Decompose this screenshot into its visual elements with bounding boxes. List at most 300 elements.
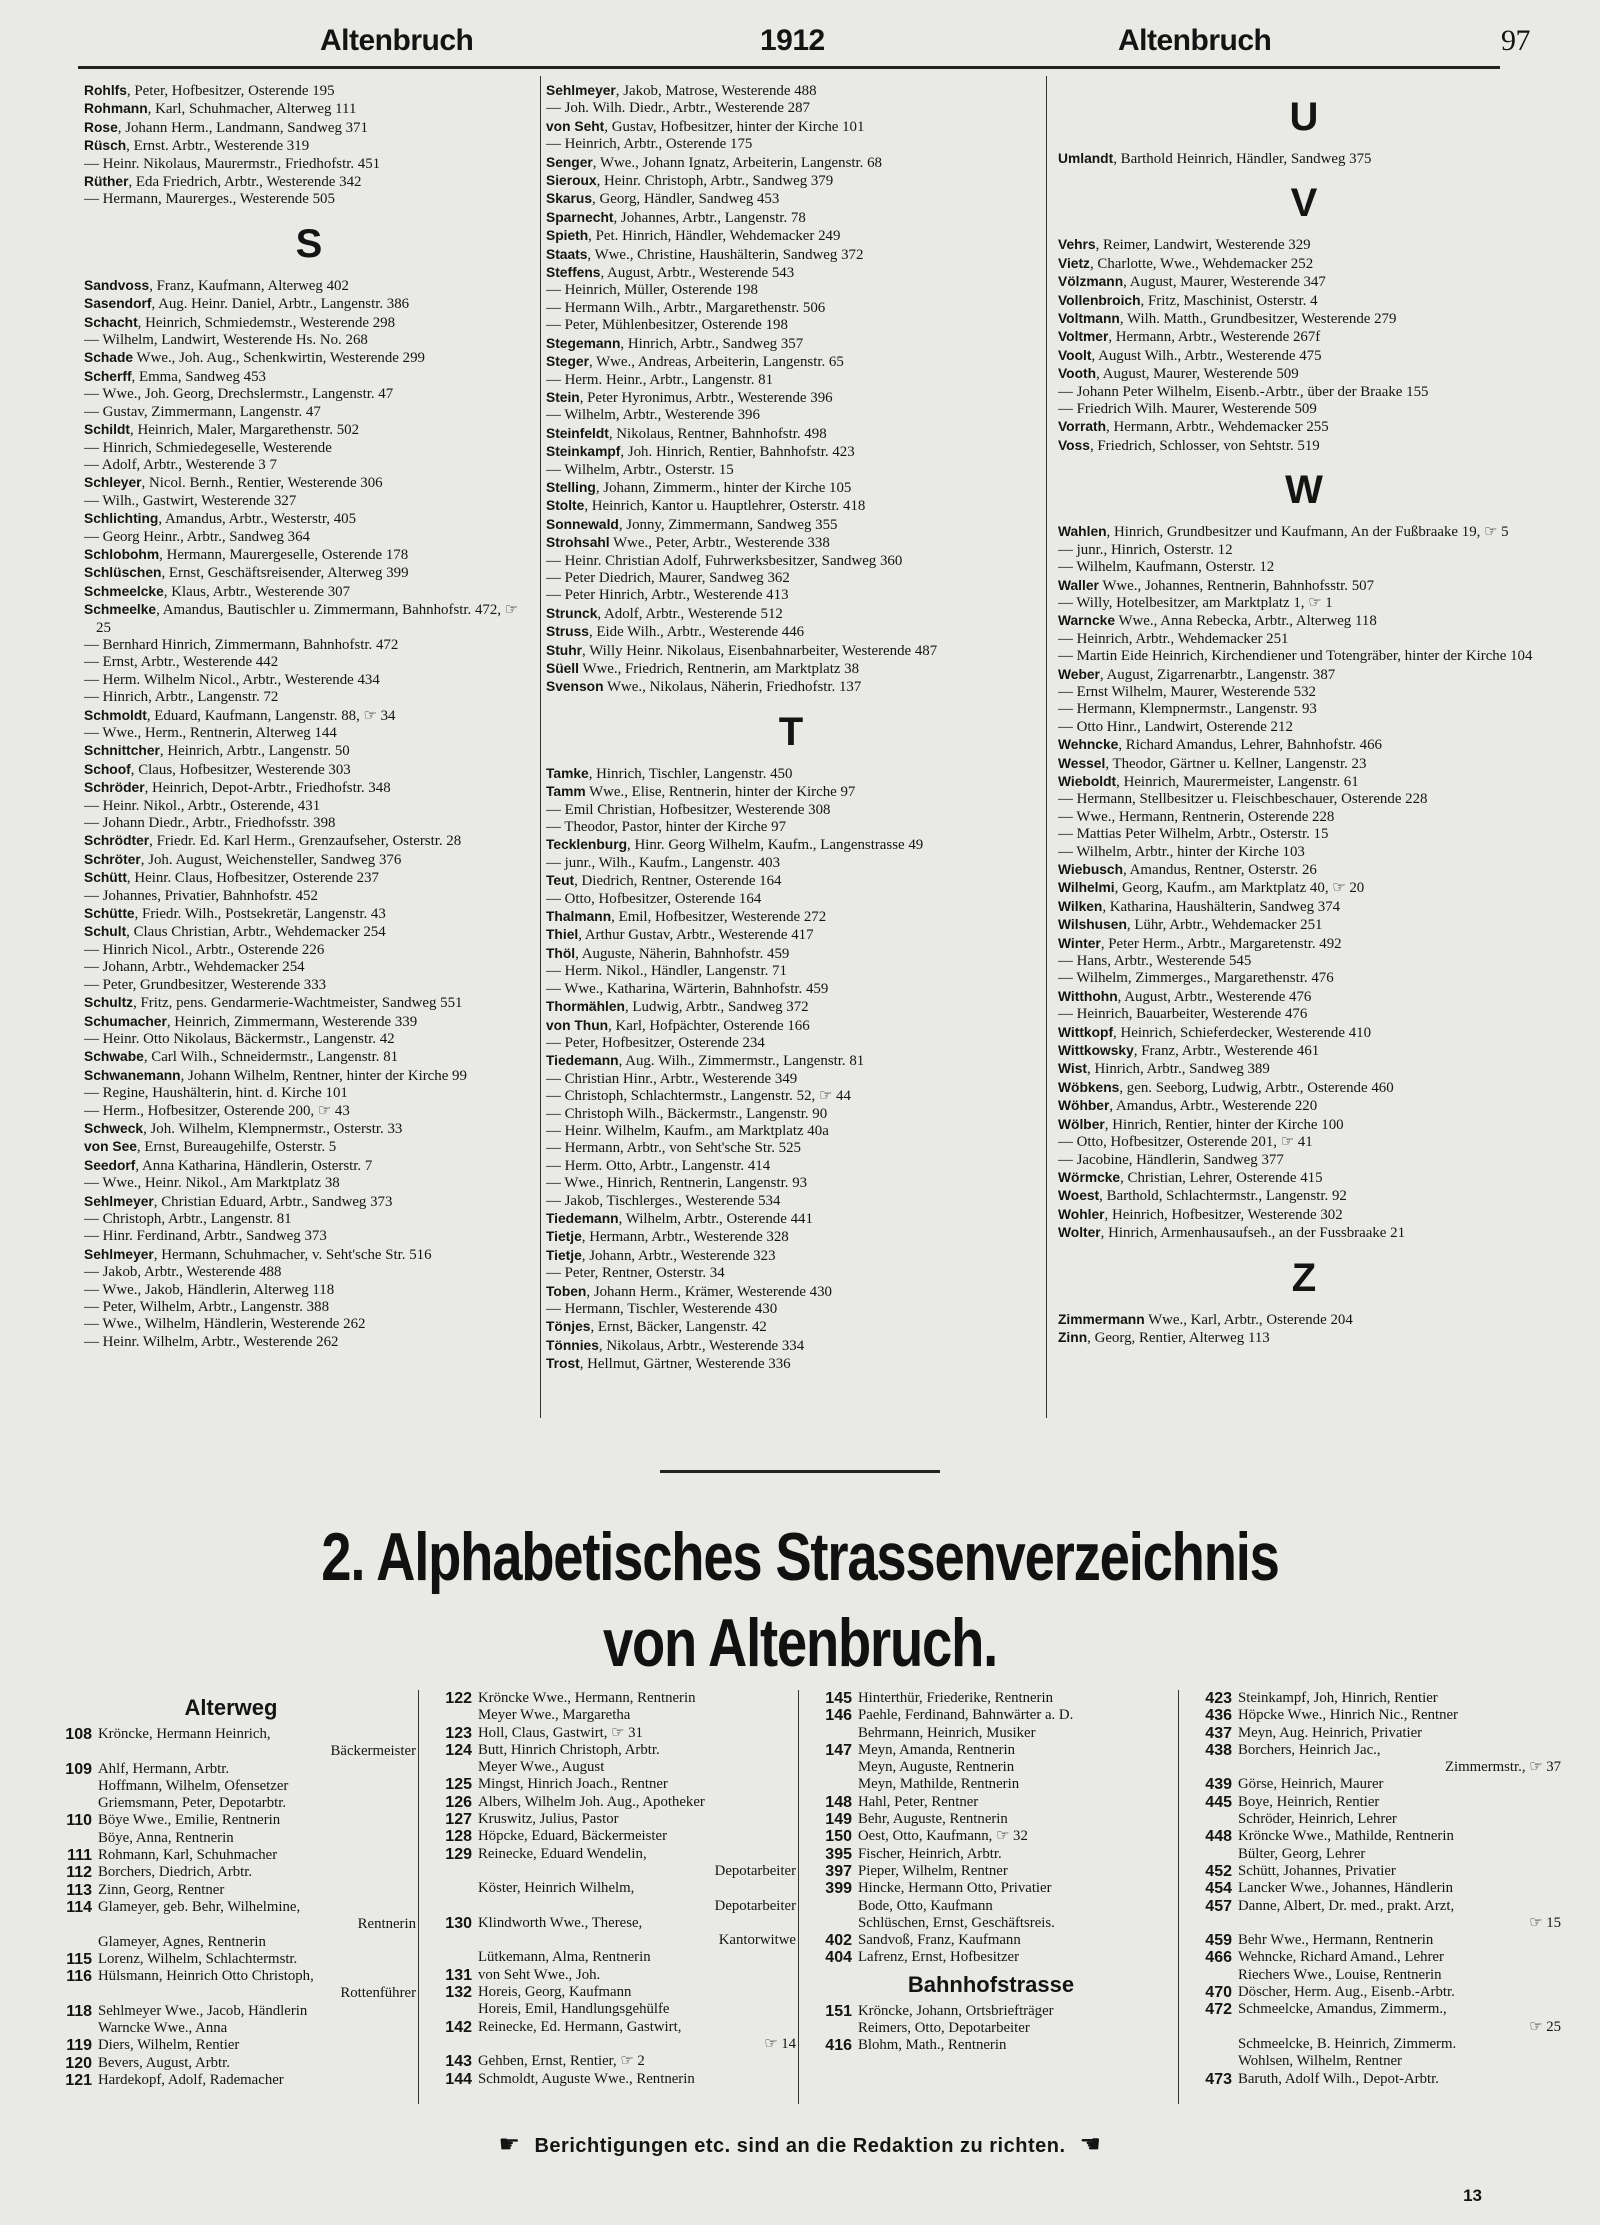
resident-name: Rentnerin — [357, 1916, 416, 1933]
entry-details: , Wilh. Matth., Grundbesitzer, Westerende 279 — [1119, 311, 1397, 328]
house-entry — [1186, 2071, 1561, 2088]
entry-details: , August, Arbtr., Westerende 476 — [1117, 988, 1312, 1005]
entry-details: , Richard Amandus, Lehrer, Bahnhofstr. 466 — [1118, 737, 1382, 754]
resident-name: Hülsmann, Heinrich Otto Christoph, — [98, 1968, 314, 1985]
resident-name: Hahl, Peter, Rentner — [858, 1793, 979, 1810]
entry-details: — Peter, Grundbesitzer, Westerende 333 — [84, 976, 327, 993]
resident-name: Döscher, Herm. Aug., Eisenb.-Arbtr. — [1238, 1984, 1455, 2001]
entry-details: — Heinr. Otto Nikolaus, Bäckermstr., Langenstr. 42 — [84, 1030, 395, 1047]
resident-entry — [84, 942, 534, 959]
house-number: 130 — [445, 1914, 472, 1932]
resident-entry — [84, 404, 534, 421]
entry-details: — Christoph Wilh., Bäckermstr., Langenstr. 90 — [546, 1105, 828, 1122]
surname: Voolt — [1058, 347, 1092, 363]
entry-details: — Heinrich, Bauarbeiter, Westerende 476 — [1058, 1006, 1308, 1023]
street-index-title: 2. Alphabetisches Strassenverzeichnis — [321, 1519, 1279, 1595]
entry-details: — Gustav, Zimmermann, Langenstr. 47 — [84, 403, 321, 420]
resident-entry — [1058, 1079, 1550, 1097]
entry-details: — Christoph, Schlachtermstr., Langenstr. 52, ☞ 44 — [546, 1088, 851, 1105]
resident-entry — [1058, 1006, 1550, 1023]
house-number: 146 — [825, 1707, 852, 1725]
house-number: 114 — [66, 1898, 92, 1916]
house-number: 109 — [65, 1760, 92, 1778]
surname: Sieroux — [546, 173, 597, 189]
entry-details: , Hermann, Arbtr., Wehdemacker 255 — [1106, 419, 1329, 436]
house-entry — [806, 1828, 1176, 1845]
entry-details: , Amandus, Rentner, Osterstr. 26 — [1123, 862, 1317, 878]
surname: Woest — [1058, 1188, 1100, 1204]
resident-entry — [546, 587, 1036, 604]
entry-details: Wwe., Karl, Arbtr., Osterende 204 — [1144, 1311, 1353, 1328]
entry-details: , Christian, Lehrer, Osterende 415 — [1120, 1169, 1323, 1186]
house-entry — [46, 1882, 416, 1899]
house-number: 143 — [445, 2053, 472, 2071]
entry-details: , Amandus, Arbtr., Westerstr, 405 — [158, 511, 357, 528]
resident-entry — [546, 425, 1036, 443]
entry-details: — Heinrich, Arbtr., Wehdemacker 251 — [1058, 630, 1289, 647]
resident-entry — [84, 368, 534, 386]
resident-entry — [546, 963, 1036, 980]
resident-entry — [546, 1052, 1036, 1070]
house-entry — [1186, 2036, 1561, 2053]
resident-entry — [1058, 684, 1550, 701]
resident-entry — [84, 1264, 534, 1281]
resident-entry — [84, 546, 534, 564]
resident-entry — [546, 855, 1036, 872]
house-entry — [426, 1759, 796, 1776]
resident-entry — [1058, 1206, 1550, 1224]
house-number: 437 — [1205, 1724, 1232, 1742]
resident-entry — [84, 82, 534, 100]
entry-details: — Martin Eide Heinrich, Kirchendiener und Totengräber, hinter der Kirche 104 — [1058, 648, 1533, 665]
entry-details: — Peter, Hofbesitzer, Osterende 234 — [546, 1034, 765, 1051]
surname: Trost — [546, 1356, 580, 1372]
entry-details: — Wilh., Gastwirt, Westerende 327 — [84, 492, 297, 509]
entry-details: — Peter, Wilhelm, Arbtr., Langenstr. 388 — [84, 1299, 330, 1315]
resident-entry — [546, 1247, 1036, 1265]
entry-details: , Heinr. Claus, Hofbesitzer, Osterende 237 — [126, 870, 379, 887]
resident-name: Blohm, Math., Rentnerin — [858, 2037, 1007, 2054]
house-entry — [426, 1794, 796, 1811]
resident-name: Schmoldt, Auguste Wwe., Rentnerin — [478, 2070, 695, 2087]
resident-name: Rohmann, Karl, Schuhmacher — [98, 1847, 278, 1864]
entry-details: Wwe., Peter, Arbtr., Westerende 338 — [609, 535, 830, 552]
entry-details: — Wilhelm, Arbtr., Osterstr. 15 — [546, 461, 734, 478]
house-number: 127 — [445, 1811, 472, 1829]
entry-details: , Emil, Hofbesitzer, Westerende 272 — [611, 909, 827, 926]
resident-name: Reinecke, Ed. Hermann, Gastwirt, — [478, 2018, 682, 2035]
house-number: 438 — [1205, 1741, 1232, 1759]
entry-details: , Heinrich, Zimmermann, Westerende 339 — [166, 1013, 418, 1030]
resident-entry — [546, 998, 1036, 1016]
entry-details: — Hermann, Maurerges., Westerende 505 — [84, 191, 335, 208]
resident-name: Glameyer, geb. Behr, Wilhelmine, — [98, 1898, 301, 1915]
entry-details: , Gustav, Hofbesitzer, hinter der Kirche 101 — [604, 118, 865, 135]
surname: Thalmann — [546, 909, 612, 925]
house-entry — [806, 1725, 1176, 1742]
surname: Wolter — [1058, 1225, 1101, 1241]
resident-entry — [546, 1123, 1036, 1140]
resident-entry — [1058, 755, 1550, 773]
entry-details: , Carl Wilh., Schneidermstr., Langenstr. 81 — [143, 1049, 399, 1066]
surname: Stegemann — [546, 335, 621, 351]
resident-entry — [84, 474, 534, 492]
resident-column-3 — [1058, 82, 1550, 1347]
footer-text: Berichtigungen etc. sind an die Redaktion zu richten. — [534, 2135, 1066, 2157]
resident-entry — [1058, 953, 1550, 970]
entry-details: — Christian Hinr., Arbtr., Westerende 349 — [546, 1070, 798, 1087]
entry-details: , Eide Wilh., Arbtr., Westerende 446 — [588, 624, 805, 641]
resident-entry — [84, 137, 534, 155]
resident-name: Böye Wwe., Emilie, Rentnerin — [98, 1812, 281, 1829]
resident-entry — [1058, 935, 1550, 953]
resident-entry — [546, 1355, 1036, 1373]
entry-details: , Eda Friedrich, Arbtr., Westerende 342 — [128, 174, 362, 191]
resident-entry — [84, 1246, 534, 1264]
surname: Rüther — [84, 174, 129, 190]
resident-entry — [84, 815, 534, 832]
entry-details: — Hermann, Klempnermstr., Langenstr. 93 — [1058, 701, 1317, 718]
surname: Schumacher — [84, 1013, 167, 1029]
entry-details: — Otto, Hofbesitzer, Osterende 201, ☞ 41 — [1058, 1134, 1313, 1151]
house-entry — [1186, 1707, 1561, 1724]
entry-details: , Diedrich, Rentner, Osterende 164 — [574, 873, 782, 890]
house-entry — [426, 1949, 796, 1966]
surname: Struss — [546, 624, 589, 640]
entry-details: — Jakob, Arbtr., Westerende 488 — [84, 1264, 282, 1281]
resident-entry — [546, 1301, 1036, 1318]
house-number: 119 — [66, 2037, 92, 2055]
house-entry — [426, 1846, 796, 1863]
entry-details: — Wilhelm, Zimmerges., Margarethenstr. 476 — [1058, 970, 1334, 987]
surname: Tönnies — [546, 1337, 599, 1353]
entry-details: , Wwe., Andreas, Arbeiterin, Langenstr. 65 — [588, 354, 844, 371]
resident-entry — [546, 1210, 1036, 1228]
resident-entry — [546, 190, 1036, 208]
resident-entry — [546, 407, 1036, 424]
street-column-2 — [426, 1690, 796, 2088]
house-entry — [806, 2020, 1176, 2037]
entry-details: , Hermann, Schuhmacher, v. Seht'sche Str. 516 — [153, 1246, 432, 1263]
house-entry — [1186, 1863, 1561, 1880]
resident-entry — [1058, 401, 1550, 418]
surname: Schleyer — [84, 475, 142, 491]
resident-entry — [84, 295, 534, 313]
surname: von Seht — [546, 118, 605, 134]
resident-entry — [546, 570, 1036, 587]
resident-entry — [1058, 418, 1550, 436]
surname: Rohmann — [84, 101, 148, 117]
entry-details: — Johann, Arbtr., Wehdemacker 254 — [84, 959, 305, 976]
surname: Wessel — [1058, 755, 1106, 771]
house-entry — [46, 2055, 416, 2072]
entry-details: — Joh. Wilh. Diedr., Arbtr., Westerende 287 — [546, 100, 810, 117]
resident-name: Meyer Wwe., Margaretha — [478, 1707, 631, 1724]
entry-details: — Hermann, Stellbesitzer u. Fleischbeschauer, Osterende 228 — [1058, 791, 1428, 808]
surname: Wörmcke — [1058, 1169, 1121, 1185]
resident-entry — [1058, 236, 1550, 254]
house-number: 397 — [825, 1862, 852, 1880]
resident-entry — [84, 923, 534, 941]
house-number: 459 — [1205, 1932, 1232, 1950]
entry-details: — Bernhard Hinrich, Zimmermann, Bahnhofstr. 472 — [84, 636, 399, 653]
entry-details: , Hinrich, Tischler, Langenstr. 450 — [588, 765, 793, 782]
resident-entry — [84, 529, 534, 546]
house-number: 445 — [1205, 1793, 1232, 1811]
resident-name: Behr Wwe., Hermann, Rentnerin — [1238, 1932, 1434, 1949]
entry-details: , Hinrich, Arbtr., Sandweg 357 — [620, 335, 804, 352]
resident-entry — [84, 493, 534, 510]
surname: Strohsahl — [546, 535, 610, 551]
resident-entry — [546, 353, 1036, 371]
entry-details: — Friedrich Wilh. Maurer, Westerende 509 — [1058, 401, 1317, 418]
entry-details: , Barthold Heinrich, Händler, Sandweg 375 — [1113, 151, 1372, 167]
entry-details: , Franz, Arbtr., Westerende 461 — [1133, 1043, 1320, 1060]
resident-entry — [546, 765, 1036, 783]
entry-details: — Wwe., Jakob, Händlerin, Alterweg 118 — [84, 1281, 335, 1298]
resident-entry — [84, 1228, 534, 1245]
resident-entry — [546, 154, 1036, 172]
entry-details: , Franz, Kaufmann, Alterweg 402 — [149, 277, 349, 294]
entry-details: , Friedr. Ed. Karl Herm., Grenzaufseher, Osterstr. 28 — [149, 833, 462, 850]
surname: Rohlfs — [84, 83, 127, 98]
resident-name: Hoffmann, Wilhelm, Ofensetzer — [98, 1777, 289, 1794]
surname: Strunck — [546, 605, 598, 621]
resident-entry — [84, 1031, 534, 1048]
resident-entry — [84, 1282, 534, 1299]
house-entry — [1186, 2001, 1561, 2018]
resident-entry — [1058, 523, 1550, 541]
house-entry — [46, 1743, 416, 1760]
header-year: 1912 — [760, 24, 825, 57]
entry-details: — Herm. Nikol., Händler, Langenstr. 71 — [546, 963, 787, 980]
entry-details: , Johann, Zimmerm., hinter der Kirche 105 — [595, 479, 852, 496]
resident-name: Lütkemann, Alma, Rentnerin — [478, 1949, 651, 1966]
entry-details: , Fritz, pens. Gendarmerie-Wachtmeister, Sandweg 551 — [133, 995, 463, 1012]
entry-details: , Johann Herm., Landmann, Sandweg 371 — [117, 119, 368, 136]
resident-entry — [1058, 791, 1550, 808]
resident-entry — [1058, 1042, 1550, 1060]
house-entry — [426, 1828, 796, 1845]
street-column-1 — [46, 1690, 416, 2089]
house-entry — [426, 1898, 796, 1915]
entry-details: , August, Maurer, Westerende 347 — [1123, 274, 1326, 291]
house-entry — [806, 1759, 1176, 1776]
resident-entry — [84, 1157, 534, 1175]
entry-details: , Nicol. Bernh., Rentier, Westerende 306 — [141, 475, 383, 492]
surname: Tamm — [546, 784, 586, 800]
entry-details: Wwe., Anna Rebecka, Arbtr., Alterweg 118 — [1115, 613, 1377, 630]
surname: Voss — [1058, 437, 1090, 453]
resident-entry — [546, 136, 1036, 153]
resident-entry — [546, 836, 1036, 854]
header-right-title: Altenbruch — [1118, 24, 1272, 57]
surname: Wohler — [1058, 1206, 1105, 1222]
house-entry — [46, 2003, 416, 2020]
resident-name: Oest, Otto, Kaufmann, ☞ 32 — [858, 1828, 1028, 1845]
resident-entry — [1058, 844, 1550, 861]
resident-name: Horeis, Georg, Kaufmann — [478, 1984, 632, 2001]
resident-entry — [1058, 1116, 1550, 1134]
entry-details: , Georg, Händler, Sandweg 453 — [592, 191, 780, 208]
surname: Schnittcher — [84, 743, 160, 759]
surname: Vollenbroich — [1058, 292, 1141, 308]
entry-details: , Jonny, Zimmermann, Sandweg 355 — [618, 516, 838, 533]
entry-details: , Aug. Wilh., Zimmermstr., Langenstr. 81 — [618, 1053, 865, 1070]
resident-name: Boye, Heinrich, Rentier — [1238, 1793, 1380, 1810]
house-entry — [426, 1863, 796, 1880]
resident-entry — [84, 421, 534, 439]
house-entry — [426, 1690, 796, 1707]
resident-entry — [546, 678, 1036, 696]
house-entry — [46, 1795, 416, 1812]
resident-name: Bäckermeister — [330, 1743, 416, 1760]
resident-entry — [84, 742, 534, 760]
resident-entry — [546, 1318, 1036, 1336]
surname: Wehncke — [1058, 737, 1119, 753]
resident-entry — [84, 440, 534, 457]
column-divider — [418, 1690, 419, 2104]
entry-details: — Peter Hinrich, Arbtr., Westerende 413 — [546, 587, 789, 604]
surname: Svenson — [546, 679, 604, 695]
surname: Schröter — [84, 851, 141, 867]
resident-entry — [1058, 595, 1550, 612]
surname: Süell — [546, 661, 579, 676]
resident-name: Kantorwitwe — [718, 1932, 796, 1949]
resident-name: Schmeelcke, Amandus, Zimmerm., — [1238, 2001, 1447, 2018]
entry-details: — Jakob, Tischlerges., Westerende 534 — [546, 1192, 781, 1209]
resident-entry — [546, 819, 1036, 836]
entry-details: , August, Zigarrenarbtr., Langenstr. 387 — [1099, 666, 1336, 683]
house-entry — [46, 1761, 416, 1778]
surname: Wöbkens — [1058, 1079, 1120, 1095]
resident-name: Griemsmann, Peter, Depotarbtr. — [98, 1795, 287, 1812]
resident-entry — [546, 1106, 1036, 1123]
resident-entry — [546, 282, 1036, 299]
surname: Tamke — [546, 765, 589, 781]
house-number: 120 — [65, 2054, 92, 2072]
entry-details: — Wwe., Hermann, Rentnerin, Osterende 228 — [1058, 808, 1335, 825]
resident-name: Reimers, Otto, Depotarbeiter — [858, 2020, 1030, 2037]
entry-details: — Wwe., Wilhelm, Händlerin, Westerende 262 — [84, 1316, 366, 1333]
surname: Warncke — [1058, 613, 1115, 629]
entry-details: , Katharina, Haushälterin, Sandweg 374 — [1102, 898, 1341, 915]
resident-name: Kröncke, Hermann Heinrich, — [98, 1726, 271, 1742]
house-number: 122 — [445, 1690, 472, 1707]
house-entry — [426, 2019, 796, 2036]
entry-details: — Ernst, Arbtr., Westerende 442 — [84, 654, 279, 671]
entry-details: — Herm. Wilhelm Nicol., Arbtr., Westerende 434 — [84, 671, 380, 688]
house-entry — [1186, 1984, 1561, 2001]
resident-entry — [1058, 273, 1550, 291]
resident-entry — [1058, 328, 1550, 346]
entry-details: — Hermann, Tischler, Westerende 430 — [546, 1301, 778, 1317]
resident-column-1 — [84, 82, 534, 1351]
resident-entry — [546, 227, 1036, 245]
resident-entry — [546, 389, 1036, 407]
house-number: 147 — [825, 1741, 852, 1759]
surname: Steffens — [546, 265, 601, 281]
entry-details: , Claus Christian, Arbtr., Wehdemacker 254 — [126, 924, 386, 941]
resident-entry — [84, 457, 534, 474]
resident-name: ☞ 15 — [1529, 1914, 1561, 1931]
house-number: 148 — [825, 1793, 852, 1811]
entry-details: , Hellmut, Gärtner, Westerende 336 — [579, 1356, 791, 1373]
house-number: 150 — [825, 1828, 852, 1846]
resident-entry — [546, 891, 1036, 908]
resident-name: Kröncke Wwe., Mathilde, Rentnerin — [1238, 1828, 1454, 1845]
header-page-number: 97 — [1501, 24, 1530, 57]
resident-name: Hinterthür, Friederike, Rentnerin — [858, 1690, 1053, 1706]
entry-details: , Hinrich, Rentier, hinter der Kirche 100 — [1104, 1116, 1344, 1133]
resident-entry — [1058, 701, 1550, 718]
house-entry — [46, 1968, 416, 1985]
resident-entry — [84, 156, 534, 173]
resident-entry — [1058, 1060, 1550, 1078]
entry-details: , Pet. Hinrich, Händler, Wehdemacker 249 — [588, 228, 841, 245]
resident-entry — [84, 1299, 534, 1316]
entry-details: , Hinrich, Armenhausaufseh., an der Fussbraake 21 — [1100, 1225, 1406, 1242]
resident-entry — [1058, 1097, 1550, 1115]
house-entry — [806, 1742, 1176, 1759]
surname: Thormählen — [546, 999, 625, 1015]
house-entry — [426, 1742, 796, 1759]
house-number: 149 — [825, 1811, 852, 1829]
surname: Tecklenburg — [546, 837, 628, 853]
resident-entry — [546, 82, 1036, 100]
house-number: 466 — [1205, 1949, 1232, 1967]
entry-details: , Peter, Hofbesitzer, Osterende 195 — [126, 83, 335, 99]
surname: Thiel — [546, 927, 579, 943]
resident-entry — [84, 1048, 534, 1066]
entry-details: , Charlotte, Wwe., Wehdemacker 252 — [1089, 255, 1314, 272]
surname: Schade — [84, 350, 134, 366]
entry-details: , Heinrich, Hofbesitzer, Westerende 302 — [1104, 1206, 1343, 1223]
house-number: 151 — [825, 2002, 852, 2020]
house-entry — [426, 1984, 796, 2001]
resident-entry — [84, 798, 534, 815]
surname: Umlandt — [1058, 151, 1114, 166]
surname: Schmeelcke — [84, 583, 164, 599]
entry-details: Wwe., Joh. Aug., Schenkwirtin, Westerende 299 — [133, 350, 425, 367]
surname: Schlüschen — [84, 565, 162, 581]
entry-details: — Wwe., Katharina, Wärterin, Bahnhofstr. 459 — [546, 980, 829, 997]
surname: Tönjes — [546, 1319, 591, 1335]
column-divider — [1046, 76, 1047, 1418]
entry-details: — Heinrich, Arbtr., Osterende 175 — [546, 136, 753, 153]
resident-entry — [84, 994, 534, 1012]
entry-details: , Hinrich, Arbtr., Sandweg 389 — [1087, 1061, 1270, 1078]
entry-details: , Claus, Hofbesitzer, Westerende 303 — [130, 761, 351, 778]
surname: Senger — [546, 154, 593, 170]
resident-name: Schütt, Johannes, Privatier — [1238, 1862, 1396, 1879]
resident-entry — [1058, 809, 1550, 826]
resident-entry — [546, 209, 1036, 227]
resident-entry — [84, 761, 534, 779]
house-number: 144 — [445, 2070, 472, 2088]
surname: Schröder — [84, 780, 145, 796]
resident-name: Behr, Auguste, Rentnerin — [858, 1811, 1008, 1828]
entry-details: — Hermann, Arbtr., von Seht'sche Str. 525 — [546, 1140, 801, 1157]
surname: Spieth — [546, 228, 589, 244]
entry-details: — Peter, Mühlenbesitzer, Osterende 198 — [546, 317, 788, 334]
surname: Wilhelmi — [1058, 880, 1115, 896]
surname: Wilshusen — [1058, 917, 1127, 933]
surname: Wittkopf — [1058, 1024, 1114, 1040]
resident-entry — [84, 386, 534, 403]
entry-details: , Nikolaus, Rentner, Bahnhofstr. 498 — [608, 425, 827, 442]
resident-entry — [546, 553, 1036, 570]
